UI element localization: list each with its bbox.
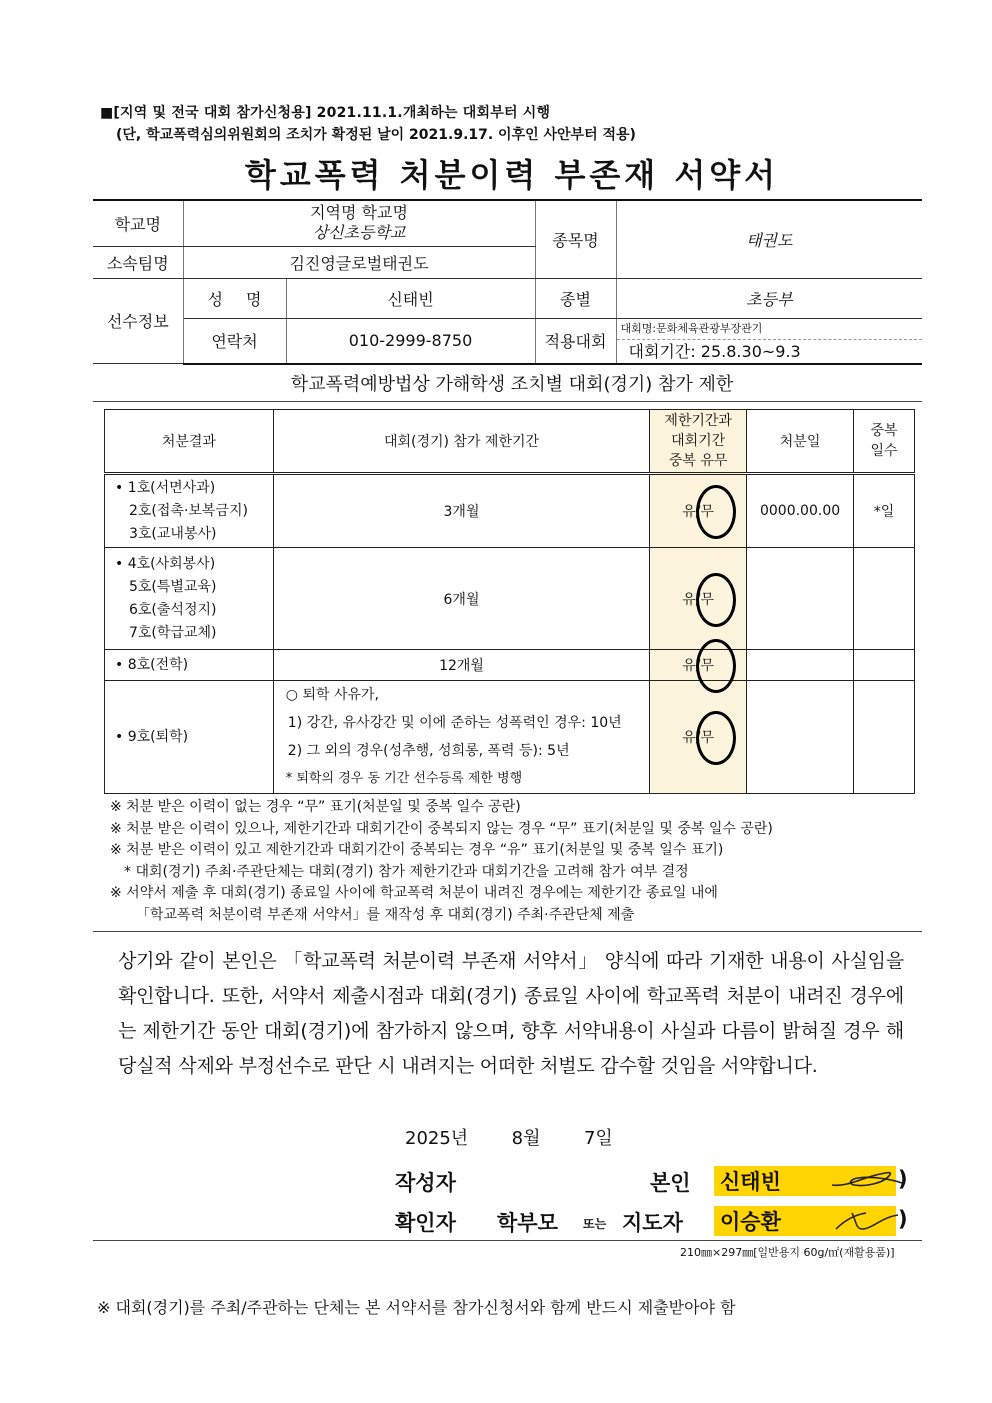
confirmer-label: 확인자 xyxy=(395,1211,456,1235)
header-overlap-line3: 중복 유무 xyxy=(668,453,728,469)
notice-line-2: (단, 학교폭력심의위원회의 조치가 확정된 날이 2021.9.17. 이후인 사안부터 적용) xyxy=(116,127,636,143)
note-2: ※ 처분 받은 이력이 있으나, 제한기간과 대회기간이 중복되지 않는 경우 “무” 표기(처분일 및 중복 일수 공란) xyxy=(110,820,773,837)
contact-value: 010-2999-8750 xyxy=(286,318,535,364)
circle-mark-icon xyxy=(696,573,736,627)
notice-line-1: ■[지역 및 전국 대회 참가신청용] 2021.11.1.개최하는 대회부터 시행 xyxy=(100,105,551,121)
row1-period: 3개월 xyxy=(273,474,649,548)
row3-period: 12개월 xyxy=(273,650,649,681)
note-4: * 대회(경기) 주최·주관단체는 대회(경기) 참가 제한기간과 대회기간을 고려해 참가 여부 결정 xyxy=(124,863,689,880)
category-label: 종별 xyxy=(535,278,616,318)
circle-mark-icon xyxy=(696,639,736,693)
event-value: 태권도 xyxy=(616,200,922,278)
header-overlap-line1: 제한기간과 xyxy=(664,413,732,429)
row2-date xyxy=(747,548,854,650)
competition-name: 대회명:문화체육관광부장관기 xyxy=(617,319,923,340)
row2-overlap-value: 유/무 xyxy=(682,591,715,608)
row2-overlap xyxy=(650,548,747,650)
applied-label: 적용대회 xyxy=(535,318,616,364)
circle-mark-icon xyxy=(696,711,736,765)
writer-label: 작성자 xyxy=(395,1171,456,1195)
self-label: 본인 xyxy=(650,1171,691,1195)
row4-date xyxy=(747,681,854,794)
row4-overlap xyxy=(650,681,747,794)
section-title: 학교폭력예방법상 가해학생 조치별 대회(경기) 참가 제한 xyxy=(290,374,734,395)
player-label: 선수정보 xyxy=(93,278,183,364)
notes-rule xyxy=(93,931,922,932)
row2-period: 6개월 xyxy=(273,548,649,650)
row2-result xyxy=(105,548,274,650)
info-table xyxy=(93,199,922,365)
competition-cell xyxy=(616,318,922,364)
row1-date: 0000.00.00 xyxy=(747,474,854,548)
self-signature-icon xyxy=(828,1163,908,1197)
row2-result-line1: • 4호(사회봉사) xyxy=(115,555,216,572)
confirmer-signature-icon xyxy=(832,1203,902,1237)
header-overlap-line2: 대회기간 xyxy=(671,433,726,449)
row1-result xyxy=(105,474,274,548)
row2-days xyxy=(854,548,915,650)
row3-overlap-value: 유/무 xyxy=(682,658,715,674)
self-close-paren: ) xyxy=(898,1167,908,1191)
page-title: 학교폭력 처분이력 부존재 서약서 xyxy=(244,156,780,194)
pledge-date xyxy=(405,1124,613,1150)
team-label: 소속팀명 xyxy=(93,246,183,278)
name-value: 신태빈 xyxy=(286,278,535,318)
row3-days xyxy=(854,650,915,681)
row3-overlap xyxy=(650,650,747,681)
school-value: 상신초등학교 xyxy=(312,223,406,243)
confirmer-close-paren: ) xyxy=(898,1207,908,1231)
header-result: 처분결과 xyxy=(105,410,274,474)
row1-result-line3: 3호(교내봉사) xyxy=(129,525,217,542)
paper-spec: 210㎜×297㎜[일반용지 60g/㎡(재활용품)] xyxy=(680,1246,895,1259)
self-name-text: 신태빈 xyxy=(720,1170,781,1194)
section-rule xyxy=(93,401,922,402)
header-days-line2: 일수 xyxy=(870,443,898,459)
row1-days: *일 xyxy=(854,474,915,548)
row3-result: • 8호(전학) xyxy=(105,650,274,681)
row4-result: • 9호(퇴학) xyxy=(105,681,274,794)
row4-period xyxy=(273,681,649,794)
row4-overlap-value: 유/무 xyxy=(682,730,715,746)
school-hint: 지역명 학교명 xyxy=(310,203,408,223)
row4-days xyxy=(854,681,915,794)
date-month: 8월 xyxy=(511,1128,541,1149)
category-value: 초등부 xyxy=(616,278,922,318)
row1-overlap xyxy=(650,474,747,548)
name-label: 성 명 xyxy=(183,278,286,318)
school-label: 학교명 xyxy=(93,200,183,246)
contact-label: 연락처 xyxy=(183,318,286,364)
notes xyxy=(110,797,925,926)
row2-result-line4: 7호(학급교체) xyxy=(129,624,217,641)
row3-date xyxy=(747,650,854,681)
school-cell xyxy=(183,200,535,246)
confirmer-name-text: 이승환 xyxy=(720,1210,781,1234)
row4-period-line3: 2) 그 외의 경우(성추행, 성희롱, 폭력 등): 5년 xyxy=(287,743,570,759)
header-days xyxy=(854,410,915,474)
date-day: 7일 xyxy=(583,1128,613,1149)
pledge-text: 상기와 같이 본인은 「학교폭력 처분이력 부존재 서약서」 양식에 따라 기재한 내용이 사실임을 확인합니다. 또한, 서약서 제출시점과 대회(경기) 종료일 사이에 학교폭력 처분이 내려진 경우에는 제한기간 동안 대회(경기)에 참가하지 않으며, 향후 서약내용이 사실과 다름이 밝혀질 경우 해당실적 삭제와 부정선수로 판단 시 내려지는 어떠한 처벌도 감수할 것임을 서약합니다. xyxy=(118,950,904,1077)
row2-result-line2: 5호(특별교육) xyxy=(129,578,217,595)
header-overlap xyxy=(650,410,747,474)
parent-label: 학부모 xyxy=(497,1211,558,1235)
note-3: ※ 처분 받은 이력이 있고 제한기간과 대회기간이 중복되는 경우 “유” 표기(처분일 및 중복 일수 표기) xyxy=(110,842,724,858)
note-1: ※ 처분 받은 이력이 없는 경우 “무” 표기(처분일 및 중복 일수 공란) xyxy=(110,799,521,815)
or-label: 또는 xyxy=(583,1217,607,1231)
row1-overlap-value: 유/무 xyxy=(682,504,715,520)
footer-note: ※ 대회(경기)를 주최/주관하는 단체는 본 서약서를 참가신청서와 함께 반드시 제출받아야 함 xyxy=(97,1298,736,1317)
competition-period: 대회기간: 25.8.30~9.3 xyxy=(628,341,801,361)
row1-result-line2: 2호(접촉·보복금지) xyxy=(129,502,248,519)
note-6: 「학교폭력 처분이력 부존재 서약서」를 재작성 후 대회(경기) 주최·주관단체 제출 xyxy=(136,906,635,923)
circle-mark-icon xyxy=(696,485,736,539)
event-label: 종목명 xyxy=(535,200,616,278)
header-date: 처분일 xyxy=(747,410,854,474)
row2-result-line3: 6호(출석정지) xyxy=(129,601,217,618)
header-days-line1: 중복 xyxy=(870,423,898,439)
restriction-table xyxy=(104,409,915,794)
row4-period-line1: ○ 퇴학 사유가, xyxy=(285,687,379,703)
row4-period-line2: 1) 강간, 유사강간 및 이에 준하는 성폭력인 경우: 10년 xyxy=(287,715,622,731)
header-period: 대회(경기) 참가 제한기간 xyxy=(273,410,649,474)
row4-period-line4: * 퇴학의 경우 동 기간 선수등록 제한 병행 xyxy=(285,771,523,786)
date-year: 2025년 xyxy=(405,1128,469,1149)
row1-result-line1: • 1호(서면사과) xyxy=(115,479,216,496)
note-5: ※ 서약서 제출 후 대회(경기) 종료일 사이에 학교폭력 처분이 내려진 경우에는 제한기간 종료일 내에 xyxy=(110,885,718,901)
team-value: 김진영글로벌태권도 xyxy=(183,246,535,278)
bottom-rule xyxy=(93,1240,922,1241)
coach-label: 지도자 xyxy=(622,1211,683,1235)
